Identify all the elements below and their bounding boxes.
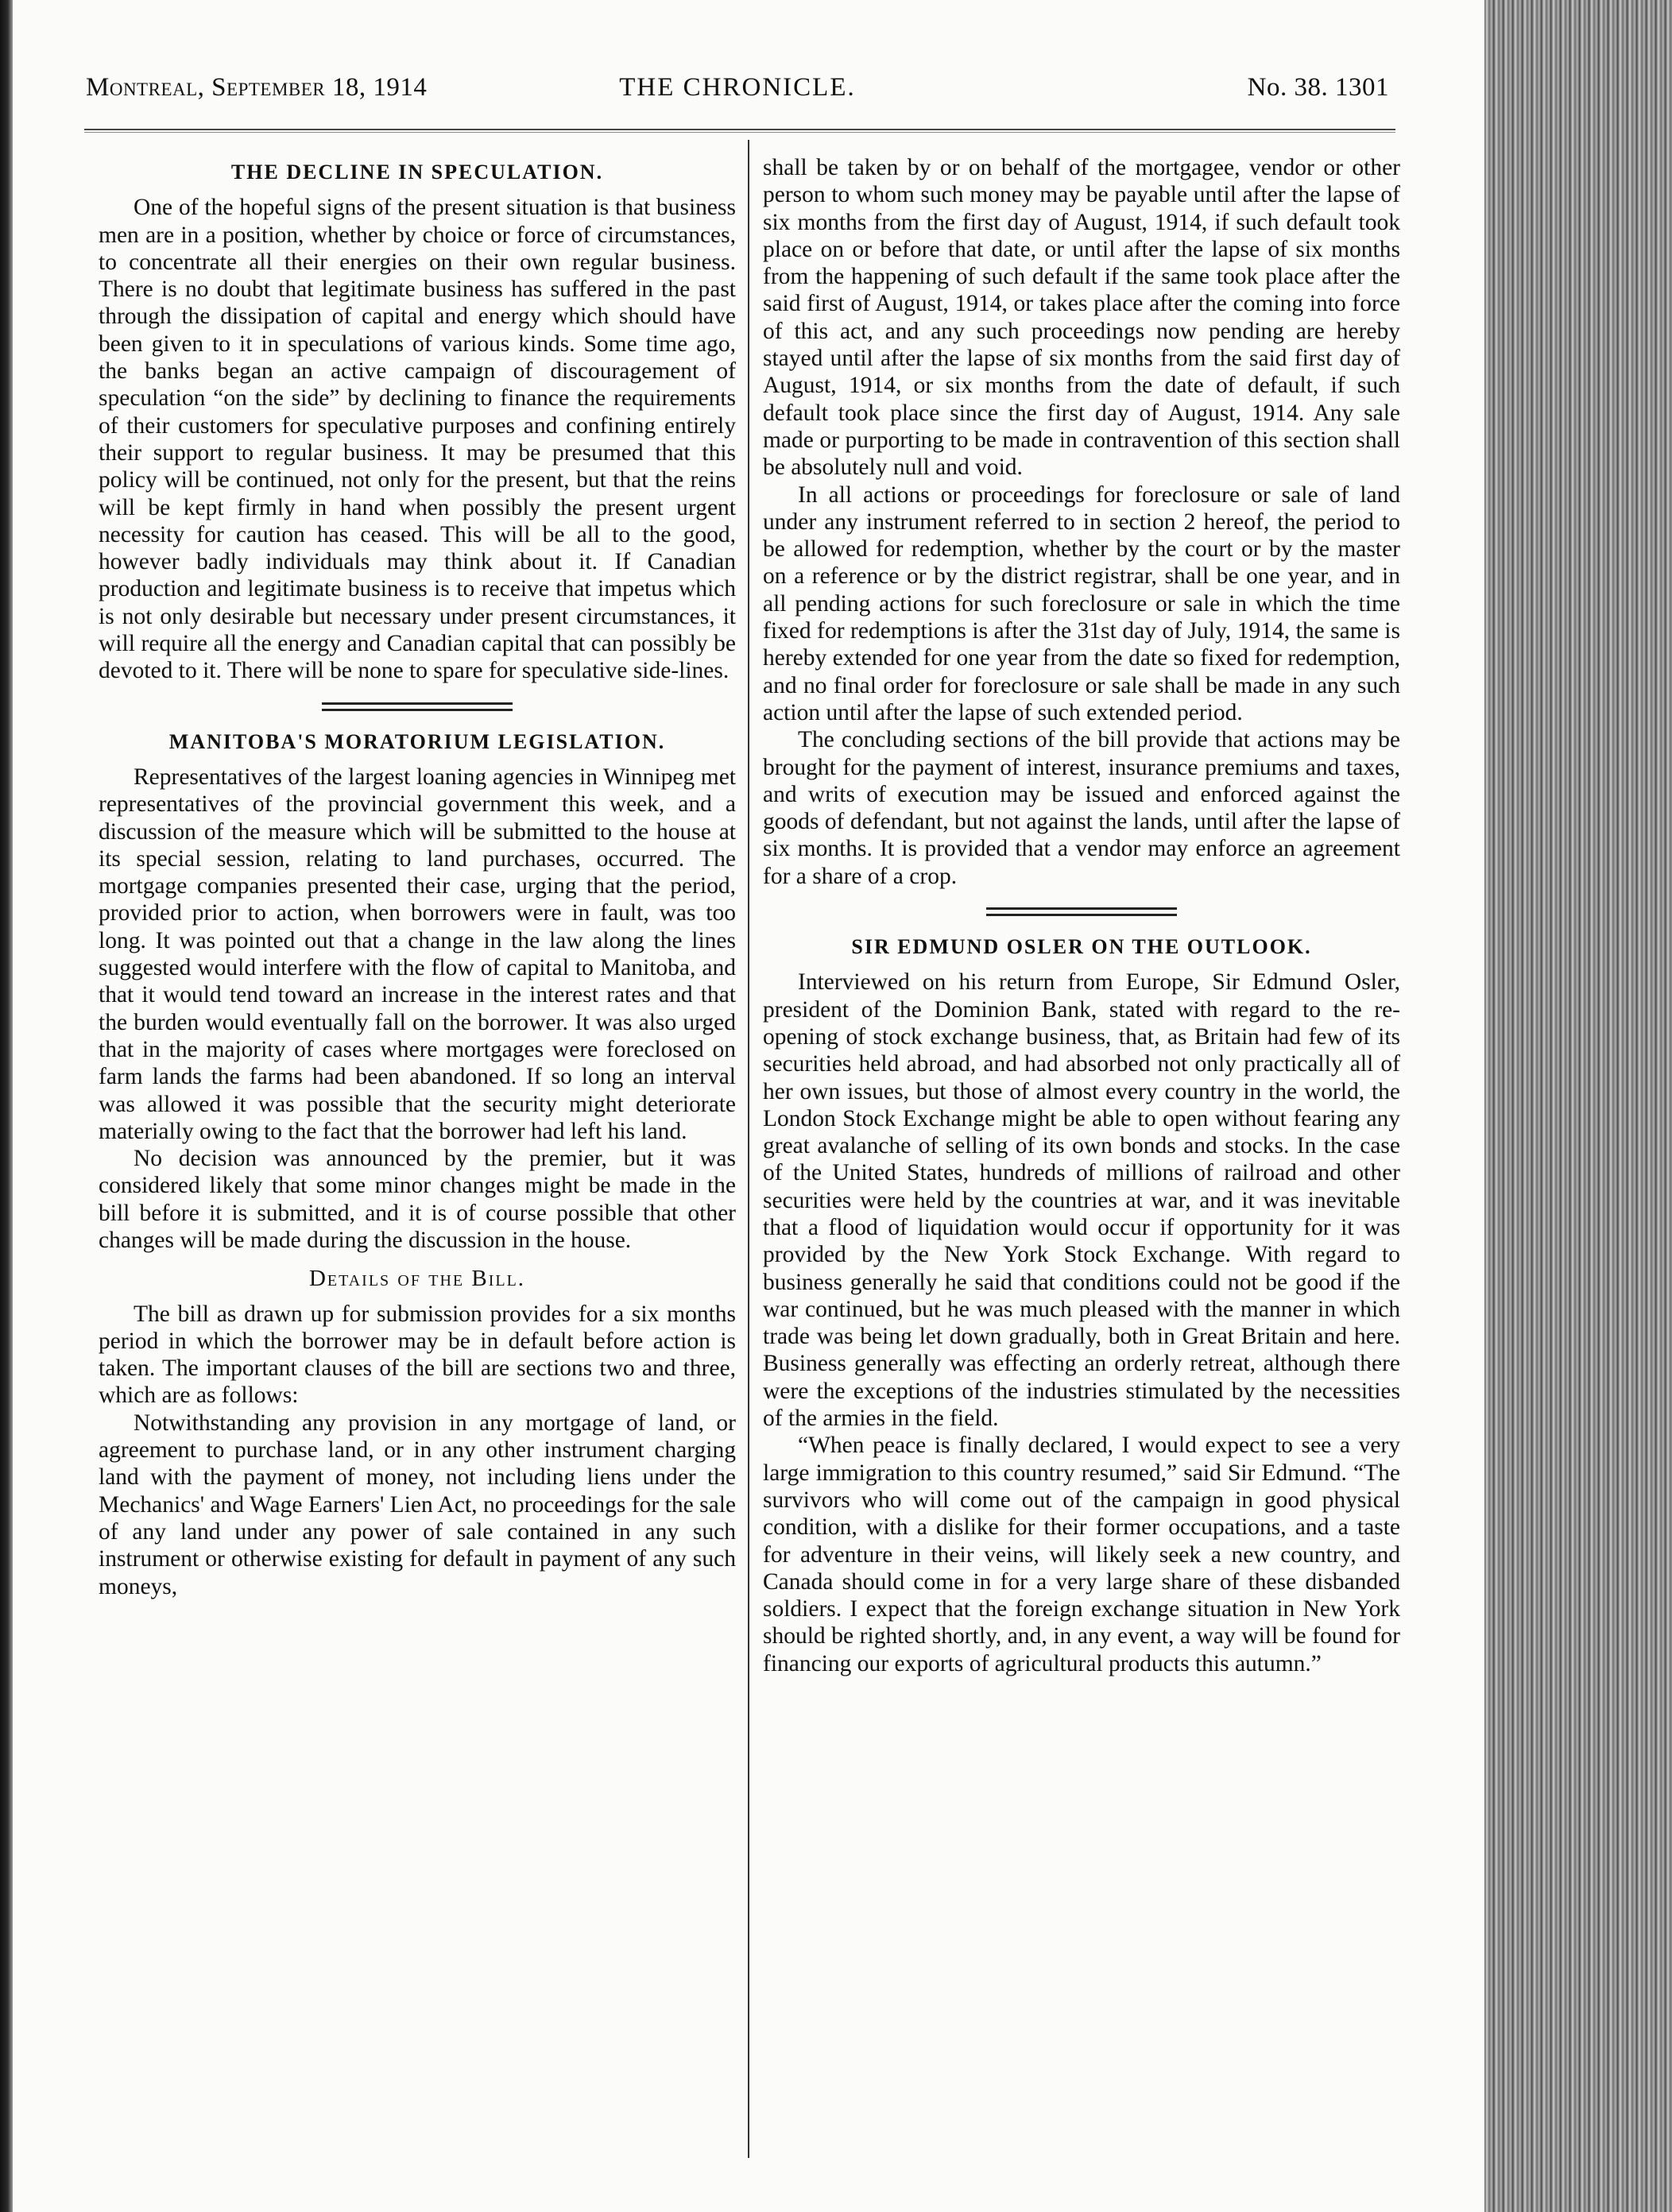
- continued-paragraph: In all actions or proceedings for foreclosure or sale of land under any instrument referred to in section 2 hereof, the period to be allowed for redemption, whether by the court or by the master on a reference or by the district registrar, shall be one year, and in all pending actions for such foreclosure or sale in which the time fixed for redemptions is after the 31st day of July, 1914, the same is hereby extended for one year from the date so fixed for redemption, and no final order for foreclosure or sale shall be made in any such action until after the lapse of such extended period.: [763, 481, 1400, 725]
- header-dateline: Montreal, September 18, 1914: [86, 73, 428, 102]
- article-title-manitoba: MANITOBA'S MORATORIUM LEGISLATION.: [168, 729, 666, 753]
- scan-binding-shadow: [0, 0, 13, 2212]
- header-issue-page: No. 38. 1301: [1247, 73, 1389, 102]
- details-paragraph: The bill as drawn up for submission provides for a six months period in which the borrower may be in default before action is taken. The important clauses of the bill are sections two and three, which are as follows:: [99, 1301, 736, 1409]
- header-rule: [84, 129, 1395, 133]
- right-column: [763, 154, 1400, 2188]
- article-separator: [322, 702, 513, 711]
- article-title-osler: SIR EDMUND OSLER ON THE OUTLOOK.: [851, 935, 1312, 959]
- header-masthead: THE CHRONICLE.: [619, 73, 856, 102]
- left-column: [99, 154, 736, 2188]
- manitoba-paragraph: Representatives of the largest loaning agencies in Winnipeg met representatives of the provincial government this week, and a discussion of the measure which will be submitted to the house at its special session, relating to land purchases, occurred. The mortgage companies presented their case, urging that the period, provided prior to action, when borrowers were in fault, was too long. It was pointed out that a change in the law along the lines suggested would interfere with the flow of capital to Manitoba, and that it would tend toward an increase in the interest rates and that the burden would eventually fall on the borrower. It was also urged that in the majority of cases where mortgages were foreclosed on farm lands the farms had been abandoned. If so long an interval was allowed it was possible that the security might deteriorate materially owing to the fact that the borrower had left his land.: [99, 764, 736, 1144]
- decline-paragraph: One of the hopeful signs of the present situation is that business men are in a position, whether by choice or force of circumstances, to concentrate all their energies on their own regular business. There is no doubt that legitimate business has suffered in the past through the dissipation of capital and energy which should have been given to it in speculations of various kinds. Some time ago, the banks began an active campaign of discouragement of speculation “on the side” by declining to finance the requirements of their customers for speculative purposes and confining entirely their support to regular business. It may be presumed that this policy will be continued, not only for the present, but that the reins will be kept firmly in hand when possibly the present urgent necessity for caution has ceased. This will be all to the good, however badly individuals may think about it. If Canadian production and legitimate business is to receive that impetus which is not only desirable but necessary under present circumstances, it will require all the energy and Canadian capital that can possibly be devoted to it. There will be none to spare for speculative side-lines.: [99, 195, 736, 684]
- article-separator: [986, 907, 1177, 916]
- continued-paragraph: shall be taken by or on behalf of the mortgagee, vendor or other person to whom such money may be payable until after the lapse of six months from the first day of August, 1914, if such default took place on or before that date, or until after the lapse of six months from the happening of such default if the same took place after the said first of August, 1914, or takes place after the coming into force of this act, and any such proceedings now pending are hereby stayed until after the lapse of six months from the said first day of August, 1914, or six months from the date of default, if such default took place since the first day of August, 1914. Any sale made or purporting to be made in contravention of this section shall be absolutely null and void.: [763, 155, 1400, 481]
- manitoba-paragraph: No decision was announced by the premier, but it was considered likely that some minor changes might be made in the bill before it is submitted, and it is of course possible that other changes will be made during the discussion in the house.: [99, 1146, 736, 1253]
- article-title-decline: THE DECLINE IN SPECULATION.: [230, 160, 604, 184]
- page-header: [86, 73, 1389, 113]
- continued-paragraph: The concluding sections of the bill provide that actions may be brought for the payment of interest, insurance premiums and taxes, and writs of execution may be issued and enforced against the goods of defendant, but not against the lands, until after the lapse of six months. It is provided that a vendor may enforce an agreement for a share of a crop.: [763, 727, 1400, 889]
- book-page-edges: [1484, 0, 1672, 2212]
- subhead-details-of-bill: Details of the Bill.: [308, 1266, 526, 1292]
- osler-paragraph: “When peace is finally declared, I would expect to see a very large immigration to this country resumed,” said Sir Edmund. “The survivors who will come out of the campaign in good physical condition, with a dislike for their former occupations, and a taste for adventure in their veins, will likely seek a new country, and Canada should come in for a very large share of these disbanded soldiers. I expect that the foreign exchange situation in New York should be righted shortly, and, in any event, a way will be found for financing our exports of agricultural products this autumn.”: [763, 1433, 1400, 1676]
- column-divider: [748, 140, 749, 2158]
- osler-paragraph: Interviewed on his return from Europe, Sir Edmund Osler, president of the Dominion Bank, stated with regard to the re-opening of stock exchange business, that, as Britain had few of its securities held abroad, and had absorbed not only practically all of her own issues, but those of almost every country in the world, the London Stock Exchange might be able to open without fearing any great avalanche of selling of its own bonds and stocks. In the case of the United States, hundreds of millions of railroad and other securities were held by the countries at war, and it was inevitable that a flood of liquidation would occur if opportunity for it was provided by the New York Stock Exchange. With regard to business generally he said that conditions could not be good if the war continued, but he was much pleased with the manner in which trade was being let down gradually, both in Great Britain and here. Business generally was effecting an orderly retreat, although there were the exceptions of the industries stimulated by the necessities of the armies in the field.: [763, 969, 1400, 1432]
- details-paragraph: Notwithstanding any provision in any mortgage of land, or agreement to purchase land, or in any other instrument charging land with the payment of money, not including liens under the Mechanics' and Wage Earners' Lien Act, no proceedings for the sale of any land under any power of sale contained in any such instrument or otherwise existing for default in payment of any such moneys,: [99, 1410, 736, 1599]
